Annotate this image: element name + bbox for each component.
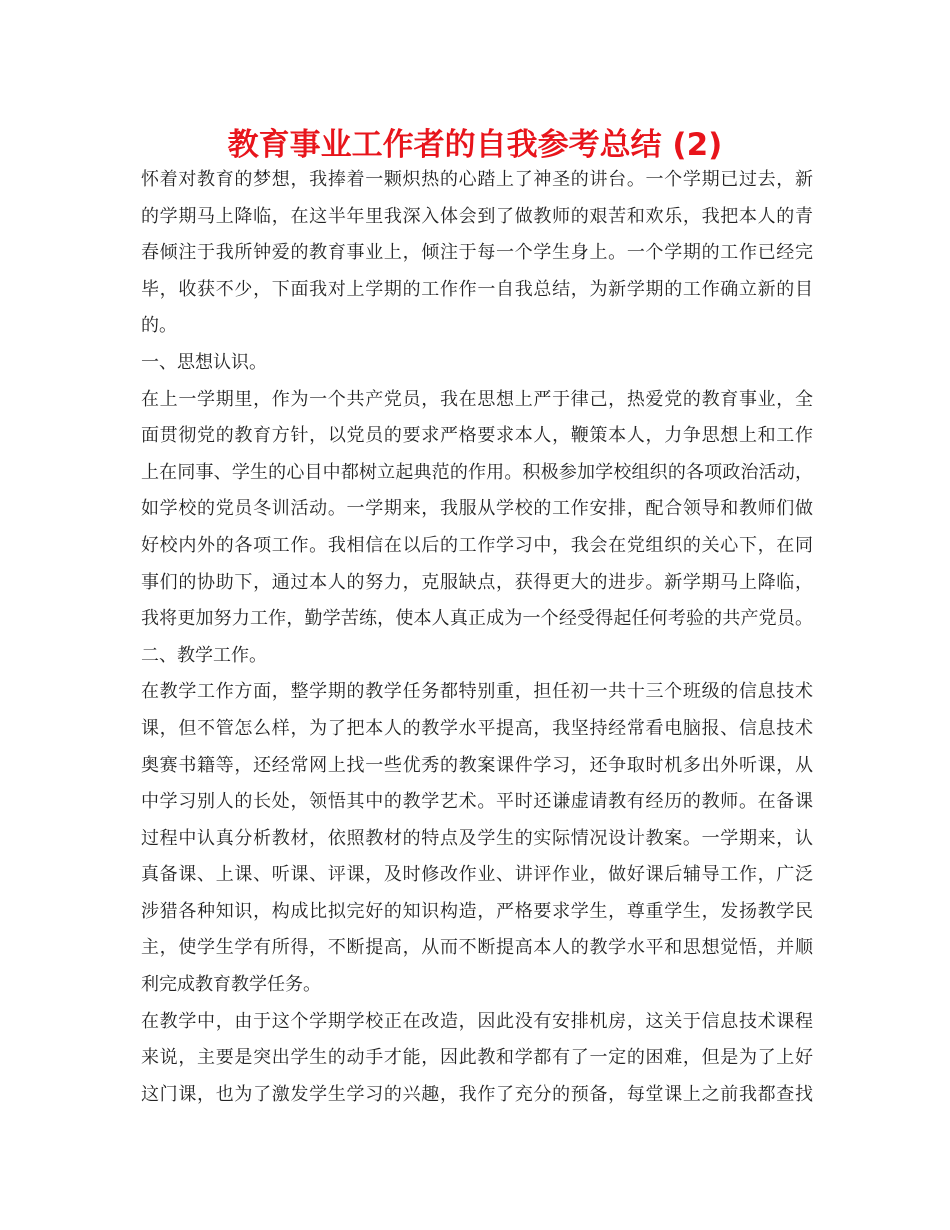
document-body	[141, 162, 813, 1113]
body-line: 奥赛书籍等，还经常网上找一些优秀的教案课件学习，还争取时机多出外听课，从	[141, 754, 813, 776]
body-line: 春倾注于我所钟爱的教育事业上，倾注于每一个学生身上。一个学期的工作已经完	[141, 242, 813, 264]
body-line: 好校内外的各项工作。我相信在以后的工作学习中，我会在党组织的关心下，在同	[141, 534, 813, 556]
body-line: 毕，收获不少，下面我对上学期的工作作一自我总结，为新学期的工作确立新的目	[141, 278, 813, 300]
body-line: 过程中认真分析教材，依照教材的特点及学生的实际情况设计教案。一学期来，认	[141, 827, 813, 849]
section-heading: 二、教学工作。	[141, 644, 267, 666]
body-line: 的学期马上降临，在这半年里我深入体会到了做教师的艰苦和欢乐，我把本人的青	[141, 205, 813, 227]
body-line: 我将更加努力工作，勤学苦练，使本人真正成为一个经受得起任何考验的共产党员。	[141, 608, 813, 630]
body-line: 面贯彻党的教育方针，以党员的要求严格要求本人，鞭策本人，力争思想上和工作	[141, 425, 813, 447]
body-line: 事们的协助下，通过本人的努力，克服缺点，获得更大的进步。新学期马上降临，	[141, 571, 813, 593]
body-line: 在教学工作方面，整学期的教学任务都特别重，担任初一共十三个班级的信息技术	[141, 681, 813, 703]
body-line: 的。	[141, 315, 177, 337]
body-line: 主，使学生学有所得，不断提高，从而不断提高本人的教学水平和思想觉悟，并顺	[141, 937, 813, 959]
body-line: 如学校的党员冬训活动。一学期来，我服从学校的工作安排，配合领导和教师们做	[141, 498, 813, 520]
body-line: 上在同事、学生的心目中都树立起典范的作用。积极参加学校组织的各项政治活动，	[141, 461, 813, 483]
body-line: 课，但不管怎么样，为了把本人的教学水平提高，我坚持经常看电脑报、信息技术	[141, 717, 813, 739]
body-line: 真备课、上课、听课、评课，及时修改作业、讲评作业，做好课后辅导工作，广泛	[141, 864, 813, 886]
body-line: 利完成教育教学任务。	[141, 974, 321, 996]
body-line: 怀着对教育的梦想，我捧着一颗炽热的心踏上了神圣的讲台。一个学期已过去，新	[141, 169, 813, 190]
body-line: 来说，主要是突出学生的动手才能，因此教和学都有了一定的困难，但是为了上好	[141, 1047, 813, 1069]
body-line: 这门课，也为了激发学生学习的兴趣，我作了充分的预备，每堂课上之前我都查找	[141, 1083, 813, 1105]
document-title: 教育事业工作者的自我参考总结 (2)	[227, 127, 723, 163]
body-line: 涉猎各种知识，构成比拟完好的知识构造，严格要求学生，尊重学生，发扬教学民	[141, 900, 813, 922]
body-line: 在上一学期里，作为一个共产党员，我在思想上严于律己，热爱党的教育事业，全	[141, 388, 813, 410]
body-line: 在教学中，由于这个学期学校正在改造，因此没有安排机房，这关于信息技术课程	[141, 1010, 813, 1032]
section-heading: 一、思想认识。	[141, 351, 267, 373]
body-line: 中学习别人的长处，领悟其中的教学艺术。平时还谦虚请教有经历的教师。在备课	[141, 791, 813, 813]
